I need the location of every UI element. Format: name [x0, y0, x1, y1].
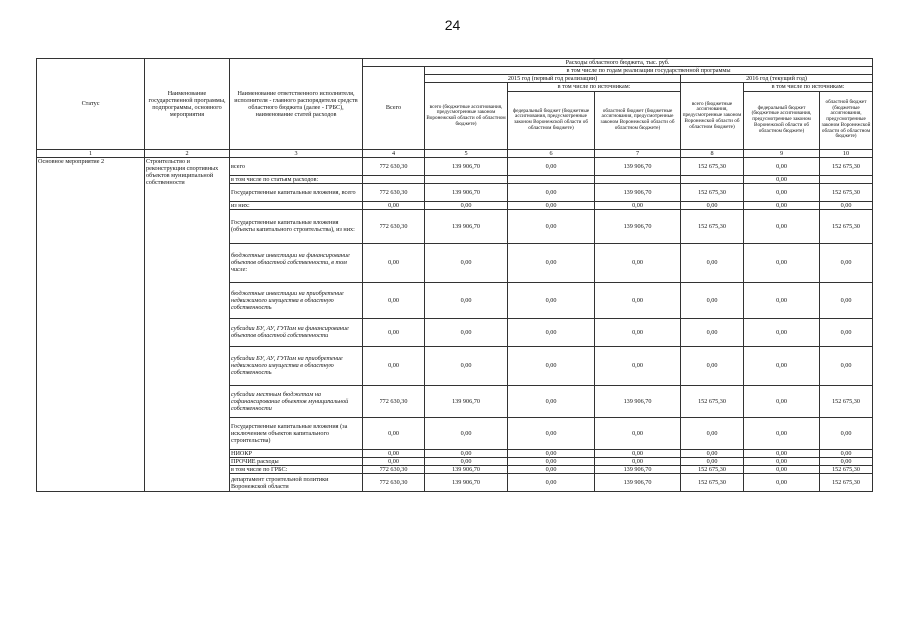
header-status: Статус [37, 59, 145, 150]
budget-table [36, 58, 873, 492]
value-cell: 772 630,30 [363, 385, 425, 417]
row-label: субсидии БУ, АУ, ГУПам на финансирование объектов областной собственности [230, 318, 363, 346]
value-cell: 0,00 [363, 346, 425, 385]
value-cell: 0,00 [820, 449, 873, 457]
header-sources-2016: в том числе по источникам: [744, 83, 873, 91]
value-cell: 772 630,30 [363, 466, 425, 474]
value-cell: 0,00 [681, 282, 744, 318]
row-label: НИОКР [230, 449, 363, 457]
value-cell: 772 630,30 [363, 183, 425, 201]
value-cell: 772 630,30 [363, 209, 425, 243]
value-cell: 0,00 [820, 318, 873, 346]
value-cell: 0,00 [744, 243, 820, 282]
column-number: 5 [425, 149, 508, 157]
value-cell: 0,00 [744, 346, 820, 385]
value-cell: 0,00 [820, 201, 873, 209]
value-cell: 0,00 [508, 458, 595, 466]
value-cell: 152 675,30 [820, 209, 873, 243]
value-cell: 0,00 [508, 209, 595, 243]
value-cell [681, 175, 744, 183]
value-cell: 0,00 [744, 201, 820, 209]
value-cell [363, 175, 425, 183]
value-cell: 0,00 [820, 346, 873, 385]
value-cell: 0,00 [744, 449, 820, 457]
row-label: в том числе по ГРБС: [230, 466, 363, 474]
header-regional-2015: областной бюджет (бюджетные ассигнования, предусмотренные законом Воронежской области об областном бюджете) [595, 91, 681, 149]
value-cell: 139 906,70 [425, 183, 508, 201]
column-number: 1 [37, 149, 145, 157]
value-cell: 0,00 [595, 318, 681, 346]
value-cell: 0,00 [595, 346, 681, 385]
value-cell: 0,00 [425, 201, 508, 209]
header-federal-2015: федеральный бюджет (бюджетные ассигнования, предусмотренные законом Воронежской области об областном бюджете) [508, 91, 595, 149]
value-cell [595, 175, 681, 183]
value-cell: 0,00 [363, 318, 425, 346]
value-cell: 0,00 [508, 201, 595, 209]
value-cell: 0,00 [681, 417, 744, 449]
header-regional-2016: областной бюджет (бюджетные ассигнования, предусмотренные законом Воронежской области об областном бюджете) [820, 91, 873, 149]
value-cell: 0,00 [681, 318, 744, 346]
row-label: субсидии местным бюджетам на софинансирование объектов муниципальной собственности [230, 385, 363, 417]
value-cell: 139 906,70 [595, 183, 681, 201]
value-cell: 0,00 [744, 318, 820, 346]
header-sources-2015: в том числе по источникам: [508, 83, 681, 91]
header-by-years: в том числе по годам реализации государственной программы [425, 67, 873, 75]
value-cell: 772 630,30 [363, 474, 425, 492]
value-cell: 0,00 [508, 183, 595, 201]
value-cell: 152 675,30 [820, 466, 873, 474]
row-label: департамент строительной политики Воронежской области [230, 474, 363, 492]
value-cell: 0,00 [744, 458, 820, 466]
value-cell: 0,00 [744, 466, 820, 474]
row-label: ПРОЧИЕ расходы [230, 458, 363, 466]
value-cell: 0,00 [508, 346, 595, 385]
column-number: 2 [145, 149, 230, 157]
value-cell: 0,00 [744, 209, 820, 243]
value-cell: 0,00 [595, 243, 681, 282]
value-cell: 0,00 [508, 243, 595, 282]
value-cell: 0,00 [425, 458, 508, 466]
value-cell: 0,00 [681, 243, 744, 282]
value-cell: 152 675,30 [681, 157, 744, 175]
value-cell: 152 675,30 [820, 157, 873, 175]
value-cell: 0,00 [425, 417, 508, 449]
value-cell: 0,00 [363, 417, 425, 449]
value-cell: 0,00 [744, 474, 820, 492]
value-cell: 772 630,30 [363, 157, 425, 175]
column-number: 4 [363, 149, 425, 157]
value-cell: 152 675,30 [820, 474, 873, 492]
value-cell: 139 906,70 [595, 209, 681, 243]
value-cell: 152 675,30 [820, 385, 873, 417]
value-cell [425, 175, 508, 183]
value-cell: 0,00 [508, 318, 595, 346]
header-total-2016: всего (бюджетные ассигнования, предусмотренные законом Воронежской области об областном бюджете) [681, 83, 744, 149]
value-cell: 0,00 [744, 175, 820, 183]
value-cell: 0,00 [681, 201, 744, 209]
value-cell: 0,00 [595, 201, 681, 209]
value-cell: 0,00 [425, 346, 508, 385]
column-number: 6 [508, 149, 595, 157]
header-year-2016: 2016 год (текущий год) [681, 75, 873, 83]
header-executor: Наименование ответственного исполнителя, исполнителя - главного распорядителя средств областного бюджета (далее - ГРБС), наименование статей расходов [230, 59, 363, 150]
value-cell: 0,00 [744, 157, 820, 175]
row-label: субсидии БУ, АУ, ГУПам на приобретение недвижимого имущества в областную собственность [230, 346, 363, 385]
value-cell: 139 906,70 [425, 209, 508, 243]
value-cell: 139 906,70 [595, 466, 681, 474]
value-cell: 139 906,70 [595, 157, 681, 175]
value-cell: 0,00 [744, 385, 820, 417]
value-cell: 0,00 [820, 282, 873, 318]
value-cell: 0,00 [681, 449, 744, 457]
value-cell: 0,00 [363, 201, 425, 209]
value-cell: 0,00 [681, 458, 744, 466]
column-number: 7 [595, 149, 681, 157]
value-cell: 0,00 [508, 282, 595, 318]
value-cell: 0,00 [363, 282, 425, 318]
row-label: бюджетные инвестиции на приобретение недвижимого имущества в областную собственность [230, 282, 363, 318]
value-cell: 139 906,70 [425, 385, 508, 417]
value-cell: 152 675,30 [681, 385, 744, 417]
value-cell: 152 675,30 [820, 183, 873, 201]
column-number: 10 [820, 149, 873, 157]
value-cell: 0,00 [595, 282, 681, 318]
row-label: всего [230, 157, 363, 175]
value-cell: 0,00 [363, 458, 425, 466]
row-label: Государственные капитальные вложения, всего [230, 183, 363, 201]
header-year-2015: 2015 год (первый год реализации) [425, 75, 681, 83]
value-cell: 139 906,70 [425, 157, 508, 175]
value-cell: 0,00 [595, 449, 681, 457]
value-cell: 0,00 [508, 417, 595, 449]
row-label: Государственные капитальные вложения (за исключением объектов капитального строительства) [230, 417, 363, 449]
column-number-row [37, 149, 873, 157]
value-cell: 0,00 [363, 243, 425, 282]
value-cell: 0,00 [820, 458, 873, 466]
value-cell: 152 675,30 [681, 466, 744, 474]
value-cell: 0,00 [363, 449, 425, 457]
row-label: в том числе по статьям расходов: [230, 175, 363, 183]
header-total-2015: всего (бюджетные ассигнования, предусмотренные законом Воронежской области об областном бюджете) [425, 83, 508, 149]
page-number: 24 [444, 17, 461, 33]
header-total: Всего [363, 67, 425, 149]
value-cell: 152 675,30 [681, 183, 744, 201]
value-cell: 0,00 [425, 318, 508, 346]
value-cell: 0,00 [508, 449, 595, 457]
value-cell: 0,00 [508, 466, 595, 474]
column-number: 3 [230, 149, 363, 157]
value-cell: 0,00 [508, 385, 595, 417]
value-cell: 0,00 [744, 282, 820, 318]
value-cell: 152 675,30 [681, 209, 744, 243]
value-cell: 0,00 [681, 346, 744, 385]
status-cell: Основное мероприятие 2 [37, 157, 145, 492]
row-label: из них: [230, 201, 363, 209]
value-cell: 0,00 [820, 417, 873, 449]
header-program-name: Наименование государственной программы, подпрограммы, основного мероприятия [145, 59, 230, 150]
value-cell: 0,00 [425, 243, 508, 282]
column-number: 8 [681, 149, 744, 157]
value-cell: 139 906,70 [595, 474, 681, 492]
value-cell: 0,00 [508, 474, 595, 492]
value-cell: 0,00 [595, 417, 681, 449]
value-cell: 0,00 [820, 243, 873, 282]
row-label: бюджетные инвестиции на финансирование объектов областной собственности, в том числе: [230, 243, 363, 282]
value-cell: 0,00 [744, 183, 820, 201]
header-federal-2016: федеральный бюджет (бюджетные ассигнования, предусмотренные законом Воронежской области об областном бюджете) [744, 91, 820, 149]
column-number: 9 [744, 149, 820, 157]
value-cell: 139 906,70 [425, 466, 508, 474]
table-row [37, 157, 873, 175]
value-cell: 0,00 [595, 458, 681, 466]
value-cell: 0,00 [744, 417, 820, 449]
value-cell [820, 175, 873, 183]
value-cell: 0,00 [425, 282, 508, 318]
value-cell: 0,00 [508, 157, 595, 175]
row-label: Государственные капитальные вложения (объекты капитального строительства), из них: [230, 209, 363, 243]
header-expenses: Расходы областного бюджета, тыс. руб. [363, 59, 873, 67]
value-cell: 139 906,70 [425, 474, 508, 492]
program-name-cell: Строительство и реконструкция спортивных объектов муниципальной собственности [145, 157, 230, 492]
value-cell [508, 175, 595, 183]
value-cell: 139 906,70 [595, 385, 681, 417]
value-cell: 0,00 [425, 449, 508, 457]
value-cell: 152 675,30 [681, 474, 744, 492]
